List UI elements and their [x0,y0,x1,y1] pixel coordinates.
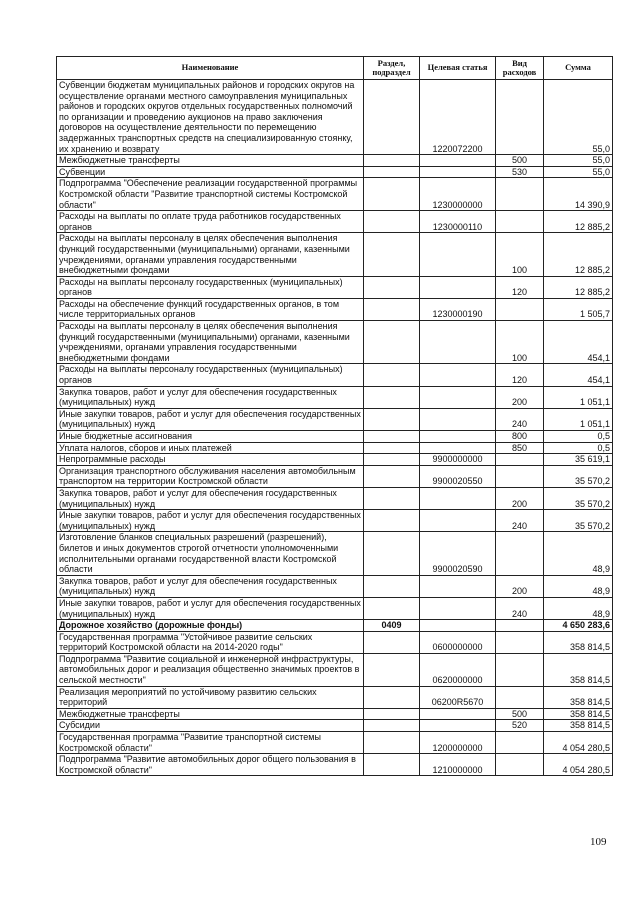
row-sum: 358 814,5 [544,708,613,720]
table-row [57,298,613,320]
row-sum: 358 814,5 [544,686,613,708]
row-section [364,431,420,443]
header-target: Целевая статья [420,57,496,80]
table-row [57,178,613,211]
row-type [496,532,544,575]
row-target [420,431,496,443]
row-target: 1230000000 [420,178,496,211]
header-sum: Сумма [544,57,613,80]
table-body [57,80,613,776]
row-target: 1210000000 [420,754,496,776]
table-row [57,233,613,276]
row-type [496,298,544,320]
row-name: Субвенции [57,166,364,178]
row-section [364,575,420,597]
row-type [496,754,544,776]
row-type [496,178,544,211]
row-section [364,408,420,430]
budget-table [56,56,613,776]
row-type: 200 [496,487,544,509]
header-type: Вид расходов [496,57,544,80]
table-row [57,276,613,298]
row-sum: 0,5 [544,431,613,443]
row-section [364,233,420,276]
page-number: 109 [590,836,607,848]
table-row [57,732,613,754]
row-target: 1200000000 [420,732,496,754]
table-row [57,454,613,466]
row-section [364,487,420,509]
row-name: Реализация мероприятий по устойчивому развитию сельских территорий [57,686,364,708]
row-section [364,597,420,619]
table-row [57,720,613,732]
row-section [364,708,420,720]
row-target [420,620,496,632]
row-type: 100 [496,321,544,364]
row-name: Непрограммные расходы [57,454,364,466]
row-target: 1230000190 [420,298,496,320]
row-target [420,166,496,178]
row-name: Иные закупки товаров, работ и услуг для обеспечения государственных (муниципальных) нужд [57,510,364,532]
table-row [57,510,613,532]
row-section [364,454,420,466]
row-section [364,442,420,454]
row-sum: 55,0 [544,80,613,155]
row-type [496,686,544,708]
row-sum: 4 054 280,5 [544,754,613,776]
table-row [57,620,613,632]
row-type: 120 [496,364,544,386]
row-type: 800 [496,431,544,443]
row-type: 200 [496,575,544,597]
row-name: Межбюджетные трансферты [57,708,364,720]
row-sum: 4 650 283,6 [544,620,613,632]
row-type [496,732,544,754]
table-row [57,631,613,653]
row-type [496,454,544,466]
row-name: Иные закупки товаров, работ и услуг для обеспечения государственных (муниципальных) нужд [57,597,364,619]
table-row [57,442,613,454]
row-name: Подпрограмма "Развитие социальной и инженерной инфраструктуры, автомобильных дорог и реализация общественно значимых проектов в сельской местности" [57,653,364,686]
row-sum: 14 390,9 [544,178,613,211]
row-name: Закупка товаров, работ и услуг для обеспечения государственных (муниципальных) нужд [57,487,364,509]
row-name: Государственная программа "Развитие транспортной системы Костромской области" [57,732,364,754]
row-section [364,754,420,776]
row-sum: 0,5 [544,442,613,454]
row-name: Дорожное хозяйство (дорожные фонды) [57,620,364,632]
table-row [57,431,613,443]
row-section [364,686,420,708]
row-type [496,211,544,233]
row-section [364,80,420,155]
row-sum: 35 619,1 [544,454,613,466]
row-type: 520 [496,720,544,732]
row-section [364,510,420,532]
row-name: Государственная программа "Устойчивое развитие сельских территорий Костромской области на 2014-2020 годы" [57,631,364,653]
row-target: 9900000000 [420,454,496,466]
row-sum: 1 051,1 [544,386,613,408]
row-sum: 55,0 [544,166,613,178]
table-row [57,155,613,167]
table-row [57,487,613,509]
row-section [364,720,420,732]
row-type: 100 [496,233,544,276]
row-section [364,631,420,653]
row-section [364,732,420,754]
table-row [57,575,613,597]
row-type [496,631,544,653]
row-name: Изготовление бланков специальных разрешений (разрешений), билетов и иных документов строгой отчетности уполномоченными исполнительными органами государственной власти Костромской области [57,532,364,575]
header-name: Наименование [57,57,364,80]
row-sum: 12 885,2 [544,211,613,233]
row-sum: 48,9 [544,575,613,597]
row-type [496,80,544,155]
row-sum: 48,9 [544,597,613,619]
row-name: Расходы на обеспечение функций государственных органов, в том числе территориальных органов [57,298,364,320]
row-target: 9900020590 [420,532,496,575]
row-section [364,532,420,575]
row-type: 500 [496,708,544,720]
row-target [420,364,496,386]
row-sum: 454,1 [544,321,613,364]
row-sum: 1 051,1 [544,408,613,430]
row-type: 850 [496,442,544,454]
row-section [364,155,420,167]
row-type [496,653,544,686]
row-type: 530 [496,166,544,178]
row-target [420,510,496,532]
row-sum: 12 885,2 [544,276,613,298]
row-sum: 454,1 [544,364,613,386]
row-name: Закупка товаров, работ и услуг для обеспечения государственных (муниципальных) нужд [57,386,364,408]
row-target [420,597,496,619]
row-target [420,386,496,408]
row-name: Расходы на выплаты персоналу в целях обеспечения выполнения функций государственными (муниципальными) органами, казенными учреждениями, органами управления государственными внебюджетными фондами [57,321,364,364]
row-section [364,166,420,178]
table-row [57,80,613,155]
row-section [364,321,420,364]
row-section [364,211,420,233]
row-sum: 35 570,2 [544,487,613,509]
row-target [420,720,496,732]
row-section [364,298,420,320]
row-name: Подпрограмма "Развитие автомобильных дорог общего пользования в Костромской области" [57,754,364,776]
row-name: Субсидии [57,720,364,732]
row-type [496,620,544,632]
row-target: 9900020550 [420,465,496,487]
row-name: Межбюджетные трансферты [57,155,364,167]
row-target [420,276,496,298]
row-type: 240 [496,510,544,532]
row-target: 1220072200 [420,80,496,155]
row-target [420,487,496,509]
row-name: Иные закупки товаров, работ и услуг для обеспечения государственных (муниципальных) нужд [57,408,364,430]
row-sum: 35 570,2 [544,465,613,487]
table-row [57,754,613,776]
row-type: 200 [496,386,544,408]
row-section [364,178,420,211]
row-name: Субвенции бюджетам муниципальных районов и городских округов на осуществление органами местного самоуправления муниципальных районов и городских округов отдельных государственных полномочий по организации и проведению аукционов на право заключения договоров на осуществление деятельности по перемещению задержанных транспортных средств на специализированную стоянку, их хранению и возврату [57,80,364,155]
row-type: 240 [496,597,544,619]
row-target: 0600000000 [420,631,496,653]
table-row [57,465,613,487]
row-sum: 48,9 [544,532,613,575]
row-type: 500 [496,155,544,167]
row-target [420,708,496,720]
row-section: 0409 [364,620,420,632]
row-name: Иные бюджетные ассигнования [57,431,364,443]
row-section [364,465,420,487]
row-sum: 4 054 280,5 [544,732,613,754]
row-name: Расходы на выплаты по оплате труда работников государственных органов [57,211,364,233]
row-name: Уплата налогов, сборов и иных платежей [57,442,364,454]
row-target [420,233,496,276]
row-target [420,321,496,364]
row-section [364,276,420,298]
table-row [57,321,613,364]
row-sum: 35 570,2 [544,510,613,532]
table-row [57,708,613,720]
row-name: Расходы на выплаты персоналу государственных (муниципальных) органов [57,364,364,386]
row-sum: 55,0 [544,155,613,167]
table-row [57,386,613,408]
row-sum: 358 814,5 [544,720,613,732]
row-name: Расходы на выплаты персоналу государственных (муниципальных) органов [57,276,364,298]
row-sum: 358 814,5 [544,653,613,686]
row-section [364,364,420,386]
row-target [420,442,496,454]
row-target [420,155,496,167]
row-target: 0620000000 [420,653,496,686]
row-sum: 358 814,5 [544,631,613,653]
row-name: Организация транспортного обслуживания населения автомобильным транспортом на территории Костромской области [57,465,364,487]
table-row [57,686,613,708]
table-row [57,408,613,430]
row-sum: 12 885,2 [544,233,613,276]
row-target [420,408,496,430]
table-row [57,166,613,178]
table-row [57,532,613,575]
table-row [57,364,613,386]
row-section [364,653,420,686]
row-target: 1230000110 [420,211,496,233]
table-row [57,653,613,686]
row-name: Подпрограмма "Обеспечение реализации государственной программы Костромской области "Развитие транспортной системы Костромской области" [57,178,364,211]
row-type [496,465,544,487]
row-target: 06200R5670 [420,686,496,708]
row-sum: 1 505,7 [544,298,613,320]
row-name: Закупка товаров, работ и услуг для обеспечения государственных (муниципальных) нужд [57,575,364,597]
row-name: Расходы на выплаты персоналу в целях обеспечения выполнения функций государственными (муниципальными) органами, казенными учреждениями, органами управления государственными внебюджетными фондами [57,233,364,276]
row-type: 240 [496,408,544,430]
table-row [57,211,613,233]
row-target [420,575,496,597]
table-header-row [57,57,613,80]
row-section [364,386,420,408]
table-row [57,597,613,619]
row-type: 120 [496,276,544,298]
header-section: Раздел, подраздел [364,57,420,80]
